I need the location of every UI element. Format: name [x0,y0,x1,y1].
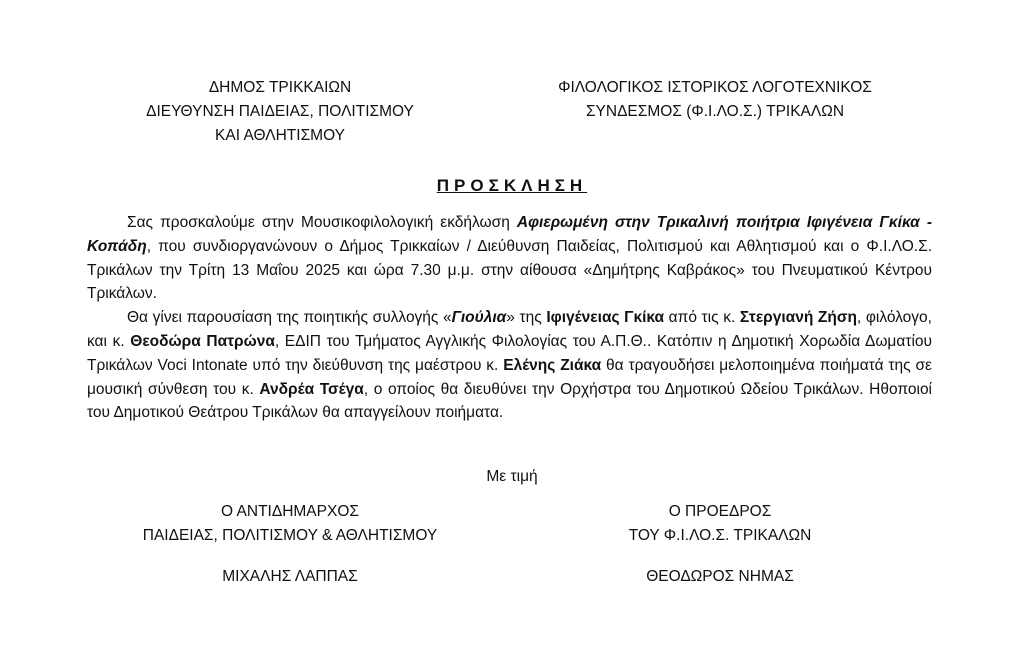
signature-left-role2: ΠΑΙΔΕΙΑΣ, ΠΟΛΙΤΙΣΜΟΥ & ΑΘΛΗΤΙΣΜΟΥ [142,527,438,544]
signature-left [110,500,470,548]
p2-text-1: Θα γίνει παρουσίαση της ποιητικής συλλογής « [127,309,452,327]
p2-speaker-2: Θεοδώρα Πατρώνα [130,332,275,350]
header-left [130,76,430,148]
paragraph-1 [87,211,932,306]
p2-conductor: Ελένης Ζιάκα [503,356,602,374]
p2-speaker-1: Στεργιανή Ζήση [739,309,857,327]
signature-left-name: ΜΙΧΑΛΗΣ ΛΑΠΠΑΣ [222,568,358,585]
header-left-line1: ΔΗΜΟΣ ΤΡΙΚΚΑΙΩΝ [208,79,352,96]
signature-right-role1: Ο ΠΡΟΕΔΡΟΣ [668,503,772,520]
p2-composer: Ανδρέα Τσέγα [259,380,364,398]
p2-text-4: , φιλόλογο, και κ. [87,309,932,350]
paragraph-2 [87,306,932,425]
header-right-line2: ΣΥΝΔΕΣΜΟΣ (Φ.Ι.ΛΟ.Σ.) ΤΡΙΚΑΛΩΝ [585,103,845,120]
document-title: ΠΡΟΣΚΛΗΣΗ [436,176,588,195]
p2-book-title: Γιούλια [451,309,507,327]
p2-poet-name: Ιφιγένειας Γκίκα [546,309,665,327]
p2-text-5: , ΕΔΙΠ του Τμήματος Αγγλικής Φιλολογίας του Α.Π.Θ.. Κατόπιν η Δημοτική Χορωδία Δωματίου Τρικάλων Voci Intonate υπό την διεύθυνση της μαέστρου κ. [87,332,932,374]
signature-right [560,500,880,548]
signature-left-role1: Ο ΑΝΤΙΔΗΜΑΡΧΟΣ [221,503,359,520]
signature-right-role2: ΤΟΥ Φ.Ι.ΛΟ.Σ. ΤΡΙΚΑΛΩΝ [628,527,812,544]
header-left-line2: ΔΙΕΥΘΥΝΣΗ ΠΑΙΔΕΙΑΣ, ΠΟΛΙΤΙΣΜΟΥ [146,103,414,120]
signature-right-name: ΘΕΟΔΩΡΟΣ ΝΗΜΑΣ [646,568,794,585]
p1-event-title: Αφιερωμένη στην Τρικαλινή ποιήτρια Ιφιγένεια Γκίκα - Κοπάδη [87,214,932,255]
document-body [87,211,932,425]
p2-text-3: από τις κ. [664,309,740,327]
closing-salutation: Με τιμή [486,468,538,485]
p2-text-6: θα τραγουδήσει μελοποιημένα ποιήματά της σε μουσική σύνθεση του κ. [87,356,932,398]
p2-text-7: , ο οποίος θα διευθύνει την Ορχήστρα του Δημοτικού Ωδείου Τρικάλων. Ηθοποιοί του Δημοτικού Θεάτρου Τρικάλων θα απαγγείλουν ποιήματα. [87,380,933,422]
p2-text-2: » της [506,309,547,327]
p1-text-1: Σας προσκαλούμε στην Μουσικοφιλολογική εκδήλωση [127,214,517,231]
header-left-line3: ΚΑΙ ΑΘΛΗΤΙΣΜΟΥ [215,127,345,144]
header-right-line1: ΦΙΛΟΛΟΓΙΚΟΣ ΙΣΤΟΡΙΚΟΣ ΛΟΓΟΤΕΧΝΙΚΟΣ [558,79,872,96]
header-right [510,76,920,124]
p1-text-2: , που συνδιοργανώνουν ο Δήμος Τρικκαίων / Διεύθυνση Παιδείας, Πολιτισμού και Αθλητισμού και ο Φ.Ι.ΛΟ.Σ. Τρικάλων την Τρίτη 13 Μαΐου 2025 και ώρα 7.30 μ.μ. στην αίθουσα «Δημήτρης Καβράκος» του Πνευματικού Κέντρου Τρικάλων. [87,237,932,303]
